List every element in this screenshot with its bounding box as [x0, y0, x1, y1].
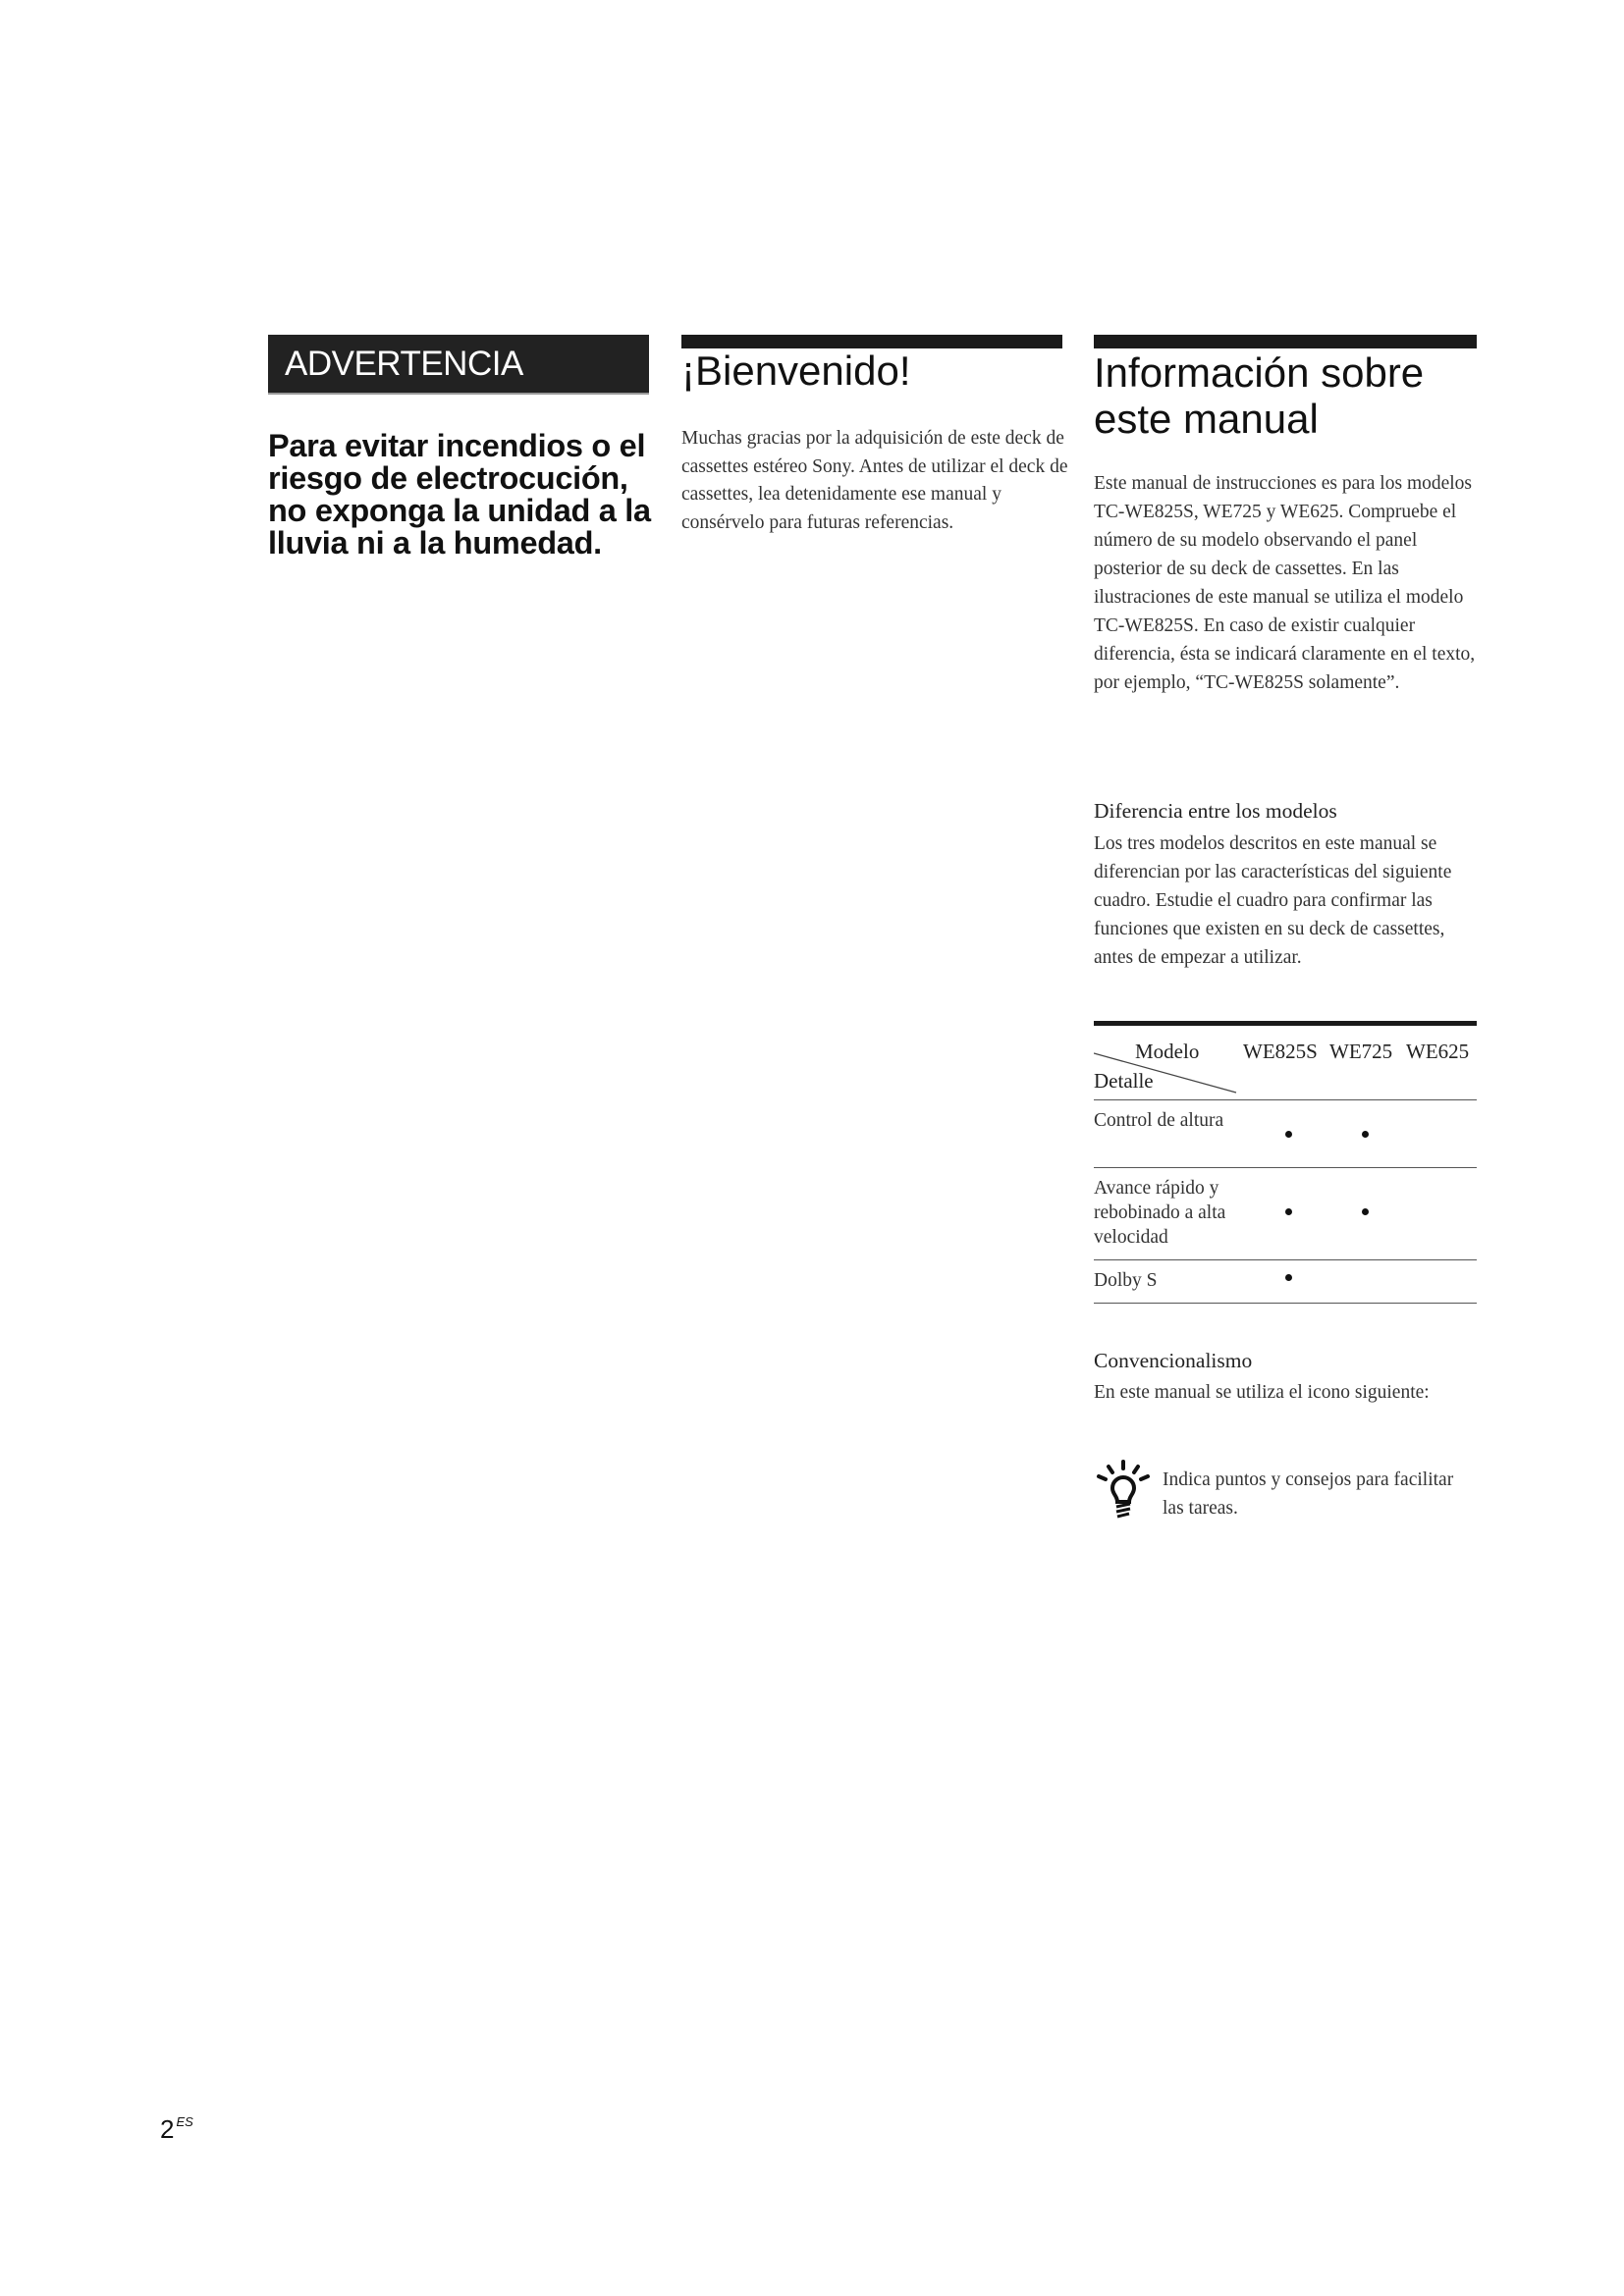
- feature-dot: [1362, 1131, 1369, 1138]
- table-row: [1094, 1100, 1477, 1168]
- page-number-value: 2: [160, 2114, 175, 2144]
- row-detail-label: Control de altura: [1094, 1110, 1224, 1131]
- manual-info-intro: Este manual de instrucciones es para los modelos TC-WE825S, WE725 y WE625. Compruebe el número de su modelo observando el panel posterior de su deck de cassettes. En las ilustraciones de este manual se utiliza el modelo TC-WE825S. En caso de existir cualquier diferencia, ésta se indicará claramente en el texto, por ejemplo, “TC-WE825S solamente”.: [1094, 473, 1476, 693]
- feature-dot: [1285, 1274, 1292, 1281]
- feature-dot: [1285, 1131, 1292, 1138]
- page-language-suffix: ES: [176, 2114, 193, 2129]
- feature-dot: [1362, 1208, 1369, 1215]
- warning-banner: [268, 335, 649, 395]
- tip-text: Indica puntos y consejos para facilitar las tareas.: [1163, 1469, 1454, 1519]
- header-detail-label: Detalle: [1094, 1069, 1154, 1093]
- warning-text: Para evitar incendios o el riesgo de electrocución, no exponga la unidad a la lluvia ni a la humedad.: [268, 428, 651, 561]
- header-model-we825s: WE825S: [1243, 1040, 1318, 1063]
- page-number: [160, 2108, 193, 2144]
- header-model-label: Modelo: [1135, 1040, 1200, 1063]
- differences-text: Los tres modelos descritos en este manual se diferencian por las características del siguiente cuadro. Estudie el cuadro para confirmar las funciones que existen en su deck de cassettes, antes de empezar a utilizar.: [1094, 833, 1452, 968]
- table-header: [1094, 1026, 1477, 1100]
- row-detail-label: Avance rápido y rebobinado a alta velocidad: [1094, 1178, 1226, 1248]
- header-model-we625: WE625: [1406, 1040, 1470, 1063]
- manual-info-rule: [1094, 335, 1477, 348]
- conventions-text: En este manual se utiliza el icono siguiente:: [1094, 1382, 1430, 1403]
- welcome-text: Muchas gracias por la adquisición de este deck de cassettes estéreo Sony. Antes de utilizar el deck de cassettes, lea detenidamente ese manual y consérvelo para futuras referencias.: [681, 428, 1068, 533]
- table-row: [1094, 1168, 1477, 1260]
- differences-heading: Diferencia entre los modelos: [1094, 799, 1337, 823]
- welcome-title: ¡Bienvenido!: [681, 347, 911, 394]
- manual-info-title: Información sobre este manual: [1094, 349, 1425, 442]
- header-model-we725: WE725: [1329, 1040, 1393, 1063]
- warning-title: ADVERTENCIA: [285, 345, 523, 383]
- conventions-heading: Convencionalismo: [1094, 1349, 1253, 1372]
- table-row: [1094, 1260, 1477, 1304]
- feature-dot: [1285, 1208, 1292, 1215]
- row-detail-label: Dolby S: [1094, 1270, 1158, 1291]
- model-comparison-table: [1094, 1021, 1477, 1304]
- lightbulb-icon: [1096, 1459, 1151, 1522]
